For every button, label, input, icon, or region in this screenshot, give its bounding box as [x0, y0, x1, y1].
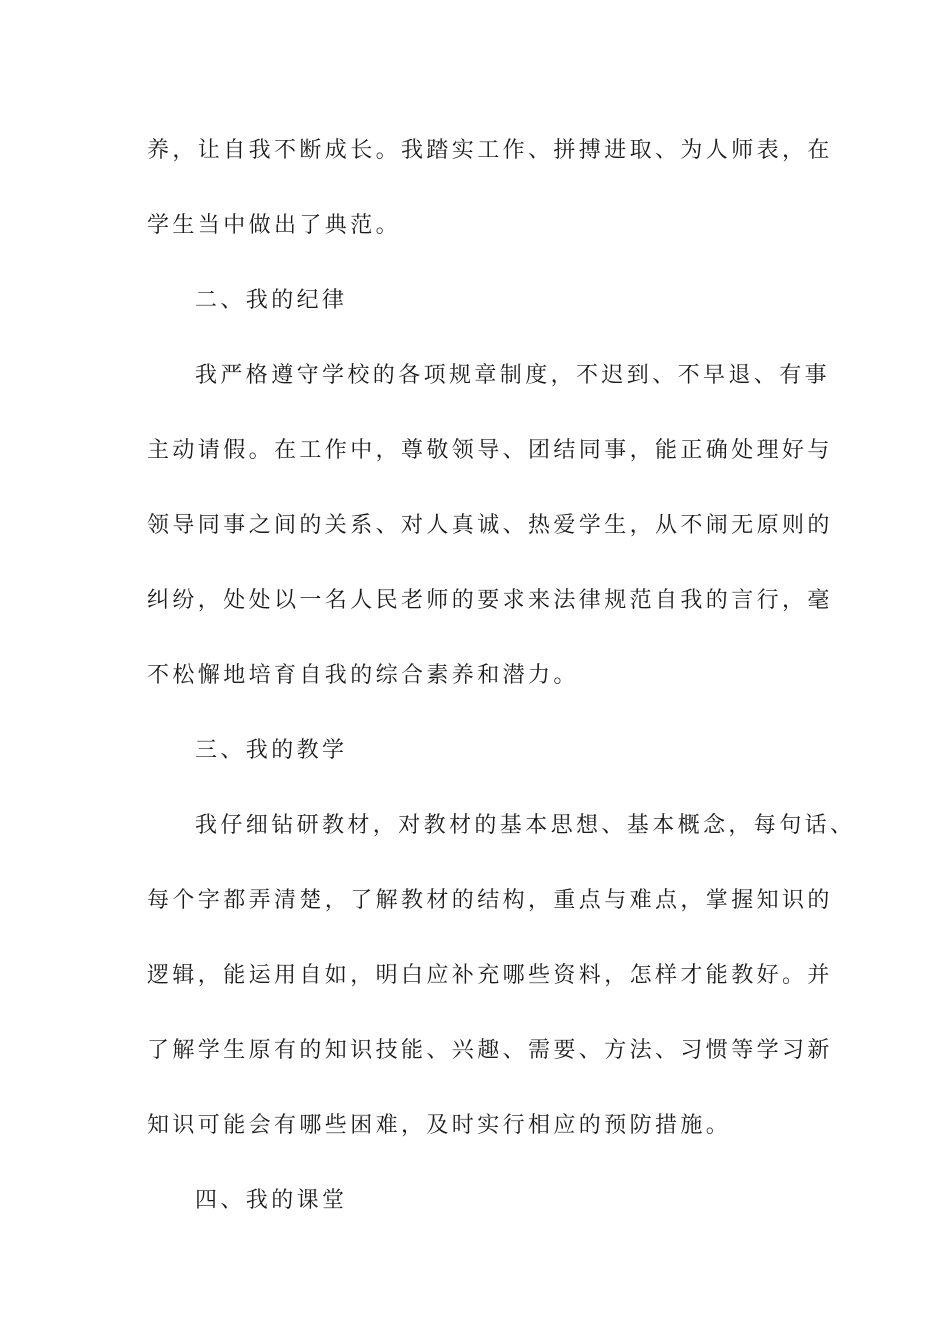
section-heading-classroom: 四、我的课堂 — [195, 1188, 348, 1213]
paragraph-line: 学生当中做出了典范。 — [147, 213, 402, 238]
paragraph-line: 主动请假。在工作中，尊敬领导、团结同事，能正确处理好与 — [147, 438, 833, 463]
section-heading-teaching: 三、我的教学 — [195, 738, 348, 763]
paragraph-line: 逻辑，能运用自如，明白应补充哪些资料，怎样才能教好。并 — [147, 963, 833, 988]
paragraph-line: 了解学生原有的知识技能、兴趣、需要、方法、习惯等学习新 — [147, 1038, 833, 1063]
paragraph-line: 不松懈地培育自我的综合素养和潜力。 — [147, 663, 579, 688]
paragraph-line: 每个字都弄清楚，了解教材的结构，重点与难点，掌握知识的 — [147, 888, 833, 913]
paragraph-line: 纠纷，处处以一名人民老师的要求来法律规范自我的言行，毫 — [147, 588, 833, 613]
section-heading-discipline: 二、我的纪律 — [195, 288, 348, 313]
paragraph-line: 知识可能会有哪些困难，及时实行相应的预防措施。 — [147, 1113, 732, 1138]
paragraph-line: 领导同事之间的关系、对人真诚、热爱学生，从不闹无原则的 — [147, 513, 833, 538]
paragraph-line: 我仔细钻研教材，对教材的基本思想、基本概念，每句话、 — [195, 813, 856, 838]
paragraph-line: 我严格遵守学校的各项规章制度，不迟到、不早退、有事 — [195, 363, 831, 388]
paragraph-line: 养，让自我不断成长。我踏实工作、拼搏进取、为人师表，在 — [147, 138, 833, 163]
